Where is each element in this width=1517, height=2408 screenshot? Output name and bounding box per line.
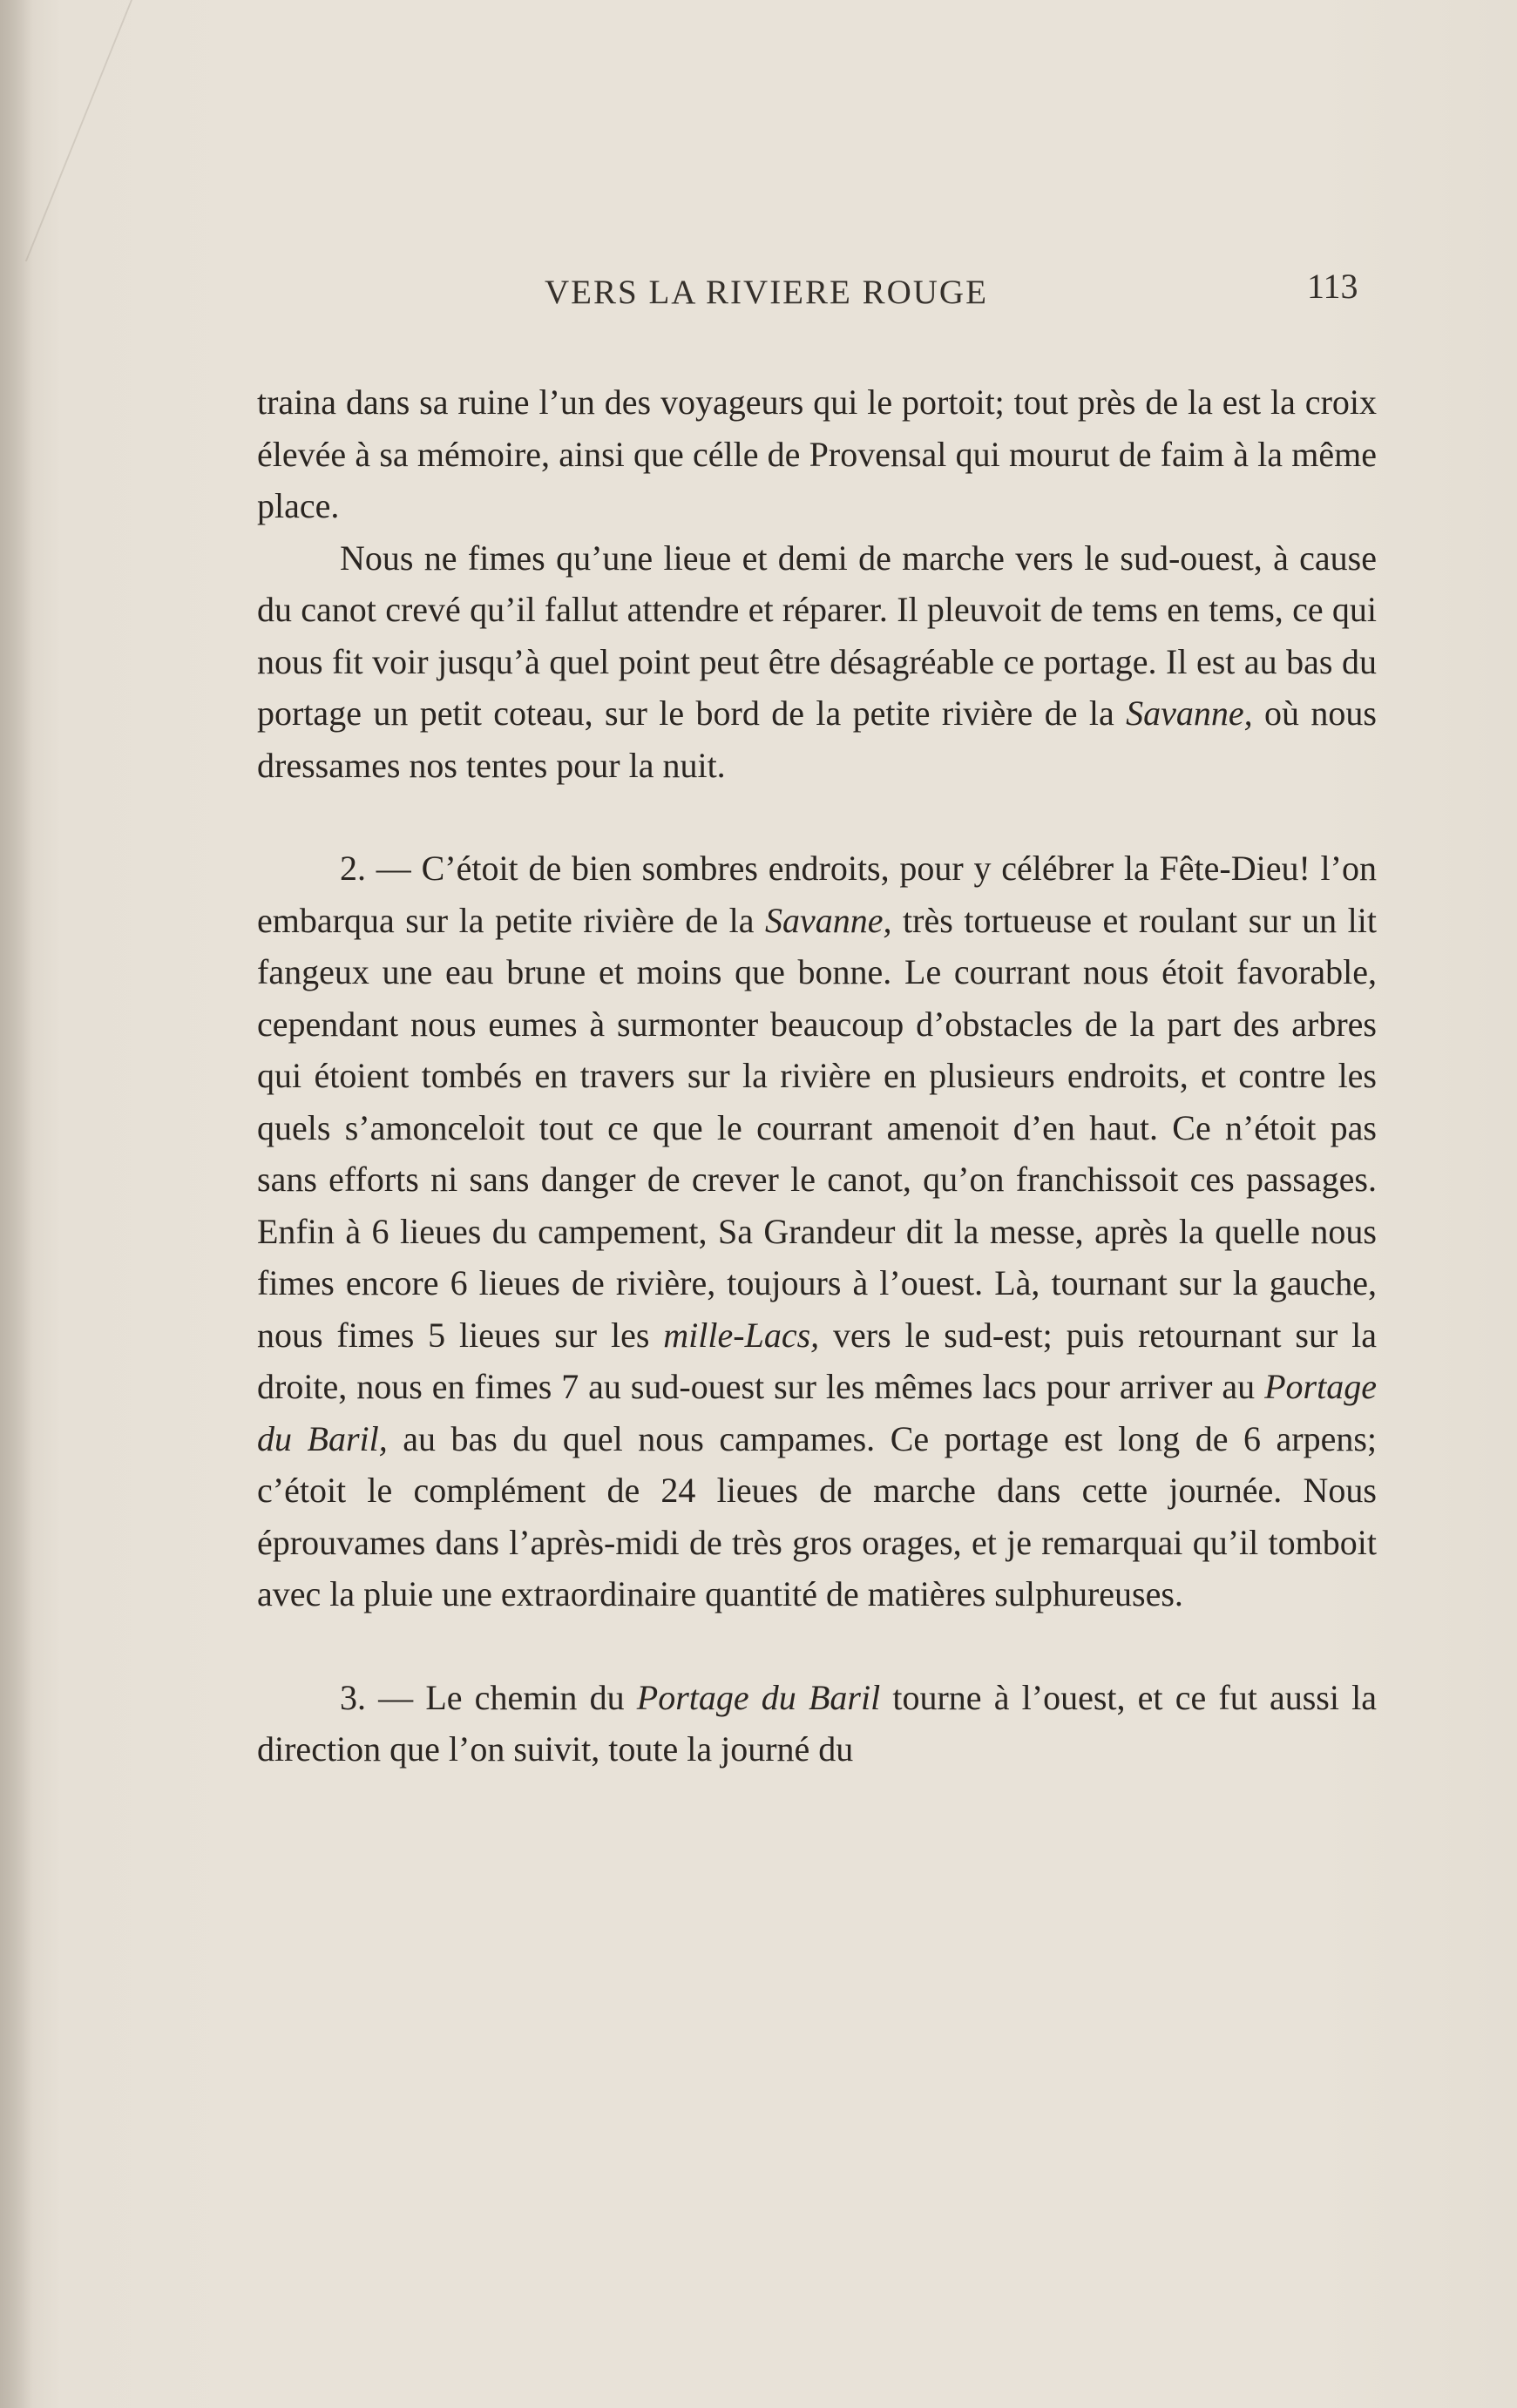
italic-text: Portage du Baril	[636, 1677, 881, 1717]
body-text	[257, 376, 1377, 1776]
italic-text: Savanne,	[765, 900, 892, 940]
text-run: 3. — Le chemin du	[340, 1677, 637, 1717]
gutter-shadow	[0, 0, 33, 2408]
text-run: traina dans sa ruine l’un des voyageurs qui le portoit; tout près de la est la croix élevée à sa mémoire, ainsi que célle de Provensal qui mourut de faim à la même place.	[257, 382, 1377, 525]
text-run: où nous dressames nos tentes pour la nuit.	[257, 693, 1377, 785]
text-run: au bas du quel nous campames. Ce portage est long de 6 arpens; c’étoit le complément de 24 lieues de marche dans cette journée. Nous éprouvames dans l’après-midi de très gros orages, et je remarquai qu’il tomboit avec la pluie une extraordinaire quantité de matières sulphureuses.	[257, 1418, 1377, 1613]
paragraph	[257, 376, 1377, 532]
text-run: vers le sud-est; puis retournant sur la droite, nous en fimes 7 au sud-ouest sur les mêmes lacs pour arriver au	[257, 1315, 1377, 1406]
text-run: très tortueuse et roulant sur un lit fangeux une eau brune et moins que bonne. Le courrant nous étoit favorable, cependant nous eumes à surmonter beaucoup d’obstacles de la part des arbres qui étoient tombés en travers sur la rivière en plusieurs endroits, et contre les quels s’amonceloit tout ce que le courrant amenoit d’en haut. Ce n’étoit pas sans efforts ni sans danger de crever le canot, qu’on franchissoit ces passages. Enfin à 6 lieues du campement, Sa Grandeur dit la messe, après la quelle nous fimes encore 6 lieues de rivière, toujours à l’ouest. Là, tournant sur la gauche, nous fimes 5 lieues sur les	[257, 900, 1377, 1355]
paragraph	[257, 1672, 1377, 1776]
page-number: 113	[1307, 267, 1358, 306]
paragraph	[257, 842, 1377, 1620]
running-title: VERS LA RIVIERE ROUGE	[545, 274, 988, 311]
paragraph	[257, 532, 1377, 792]
paper-crease	[25, 0, 272, 261]
running-head	[0, 266, 1517, 318]
italic-text: Portage du Baril,	[257, 1367, 1377, 1458]
italic-text: Savanne,	[1126, 693, 1253, 733]
italic-text: mille-Lacs,	[663, 1315, 820, 1355]
text-run: 2. — C’étoit de bien sombres endroits, pour y célébrer la Fête-Dieu! l’on embarqua sur la petite rivière de la	[257, 849, 1377, 940]
text-run: tourne à l’ouest, et ce fut aussi la direction que l’on suivit, toute la journé du	[257, 1677, 1378, 1769]
text-run: Nous ne fimes qu’une lieue et demi de marche vers le sud-ouest, à cause du canot crevé qu’il fallut attendre et réparer. Il pleuvoit de tems en tems, ce qui nous fit voir jusqu’à quel point peut être désagréable ce portage. Il est au bas du portage un petit coteau, sur le bord de la petite rivière de la	[257, 538, 1377, 733]
